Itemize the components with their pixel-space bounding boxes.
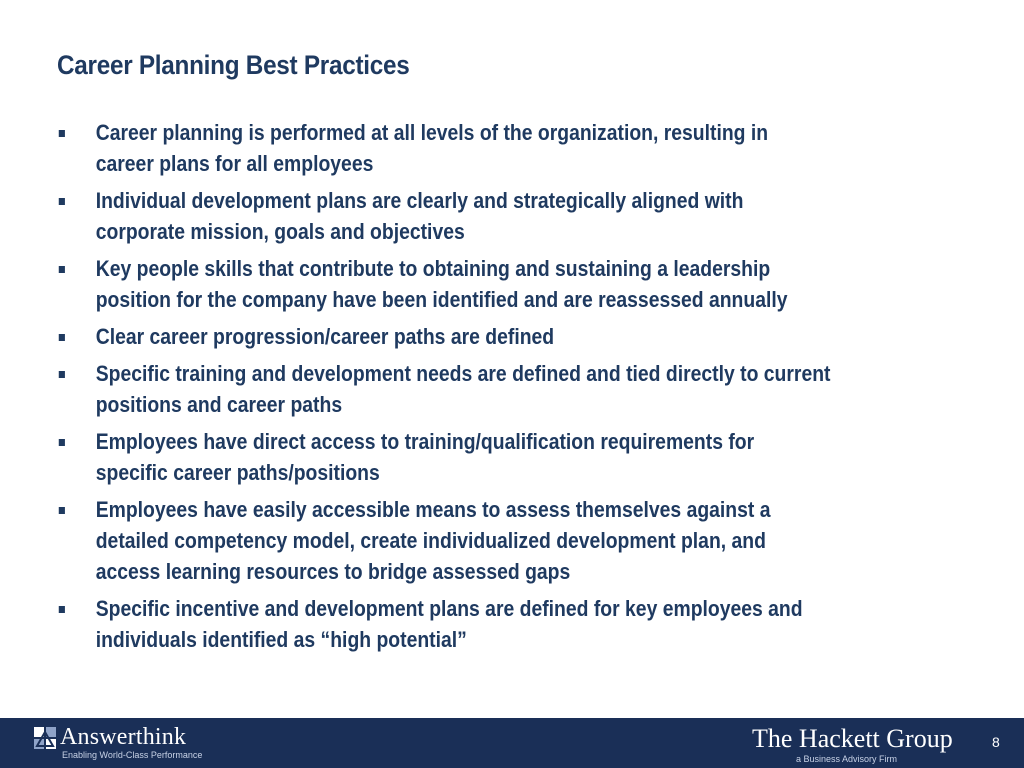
bullet-item-7 bbox=[57, 494, 981, 587]
square-bullet-icon bbox=[59, 130, 65, 137]
answerthink-logo-icon bbox=[34, 727, 56, 749]
answerthink-logo-tagline: Enabling World-Class Performance bbox=[62, 750, 203, 760]
bullet-line: Career planning is performed at all levels of the organization, resulting in bbox=[95, 120, 769, 145]
page-number: 8 bbox=[992, 734, 1000, 750]
bullet-item-5 bbox=[57, 358, 981, 420]
bullet-item-3 bbox=[57, 253, 981, 315]
square-bullet-icon bbox=[59, 606, 65, 613]
bullet-item-1 bbox=[57, 117, 981, 179]
hackett-group-logo bbox=[752, 724, 982, 764]
bullet-line: positions and career paths bbox=[95, 392, 343, 417]
bullet-item-2 bbox=[57, 185, 981, 247]
slide-title: Career Planning Best Practices bbox=[57, 50, 410, 80]
bullet-line: specific career paths/positions bbox=[95, 460, 380, 485]
hackett-group-logo-name: The Hackett Group bbox=[752, 724, 953, 753]
bullet-item-6 bbox=[57, 426, 981, 488]
square-bullet-icon bbox=[59, 266, 65, 273]
bullet-line: Individual development plans are clearly and strategically aligned with bbox=[95, 188, 744, 213]
bullet-list bbox=[57, 117, 981, 661]
bullet-item-4 bbox=[57, 321, 981, 352]
square-bullet-icon bbox=[59, 507, 65, 514]
answerthink-logo-name: Answerthink bbox=[60, 724, 187, 750]
square-bullet-icon bbox=[59, 334, 65, 341]
bullet-line: career plans for all employees bbox=[95, 151, 374, 176]
bullet-line: access learning resources to bridge assessed gaps bbox=[95, 559, 571, 584]
square-bullet-icon bbox=[59, 439, 65, 446]
bullet-line: Specific training and development needs are defined and tied directly to current bbox=[95, 361, 831, 386]
hackett-group-logo-tagline: a Business Advisory Firm bbox=[796, 754, 898, 764]
square-bullet-icon bbox=[59, 371, 65, 378]
bullet-item-8 bbox=[57, 593, 981, 655]
square-bullet-icon bbox=[59, 198, 65, 205]
footer-bar bbox=[0, 718, 1024, 768]
bullet-line: Specific incentive and development plans are defined for key employees and bbox=[95, 596, 803, 621]
bullet-line: detailed competency model, create individualized development plan, and bbox=[95, 528, 766, 553]
bullet-line: Clear career progression/career paths are defined bbox=[95, 324, 555, 349]
bullet-line: individuals identified as “high potential” bbox=[95, 627, 467, 652]
bullet-line: corporate mission, goals and objectives bbox=[95, 219, 465, 244]
bullet-line: Key people skills that contribute to obtaining and sustaining a leadership bbox=[95, 256, 771, 281]
bullet-line: position for the company have been identified and are reassessed annually bbox=[95, 287, 788, 312]
bullet-line: Employees have direct access to training/qualification requirements for bbox=[95, 429, 755, 454]
bullet-line: Employees have easily accessible means to assess themselves against a bbox=[95, 497, 771, 522]
